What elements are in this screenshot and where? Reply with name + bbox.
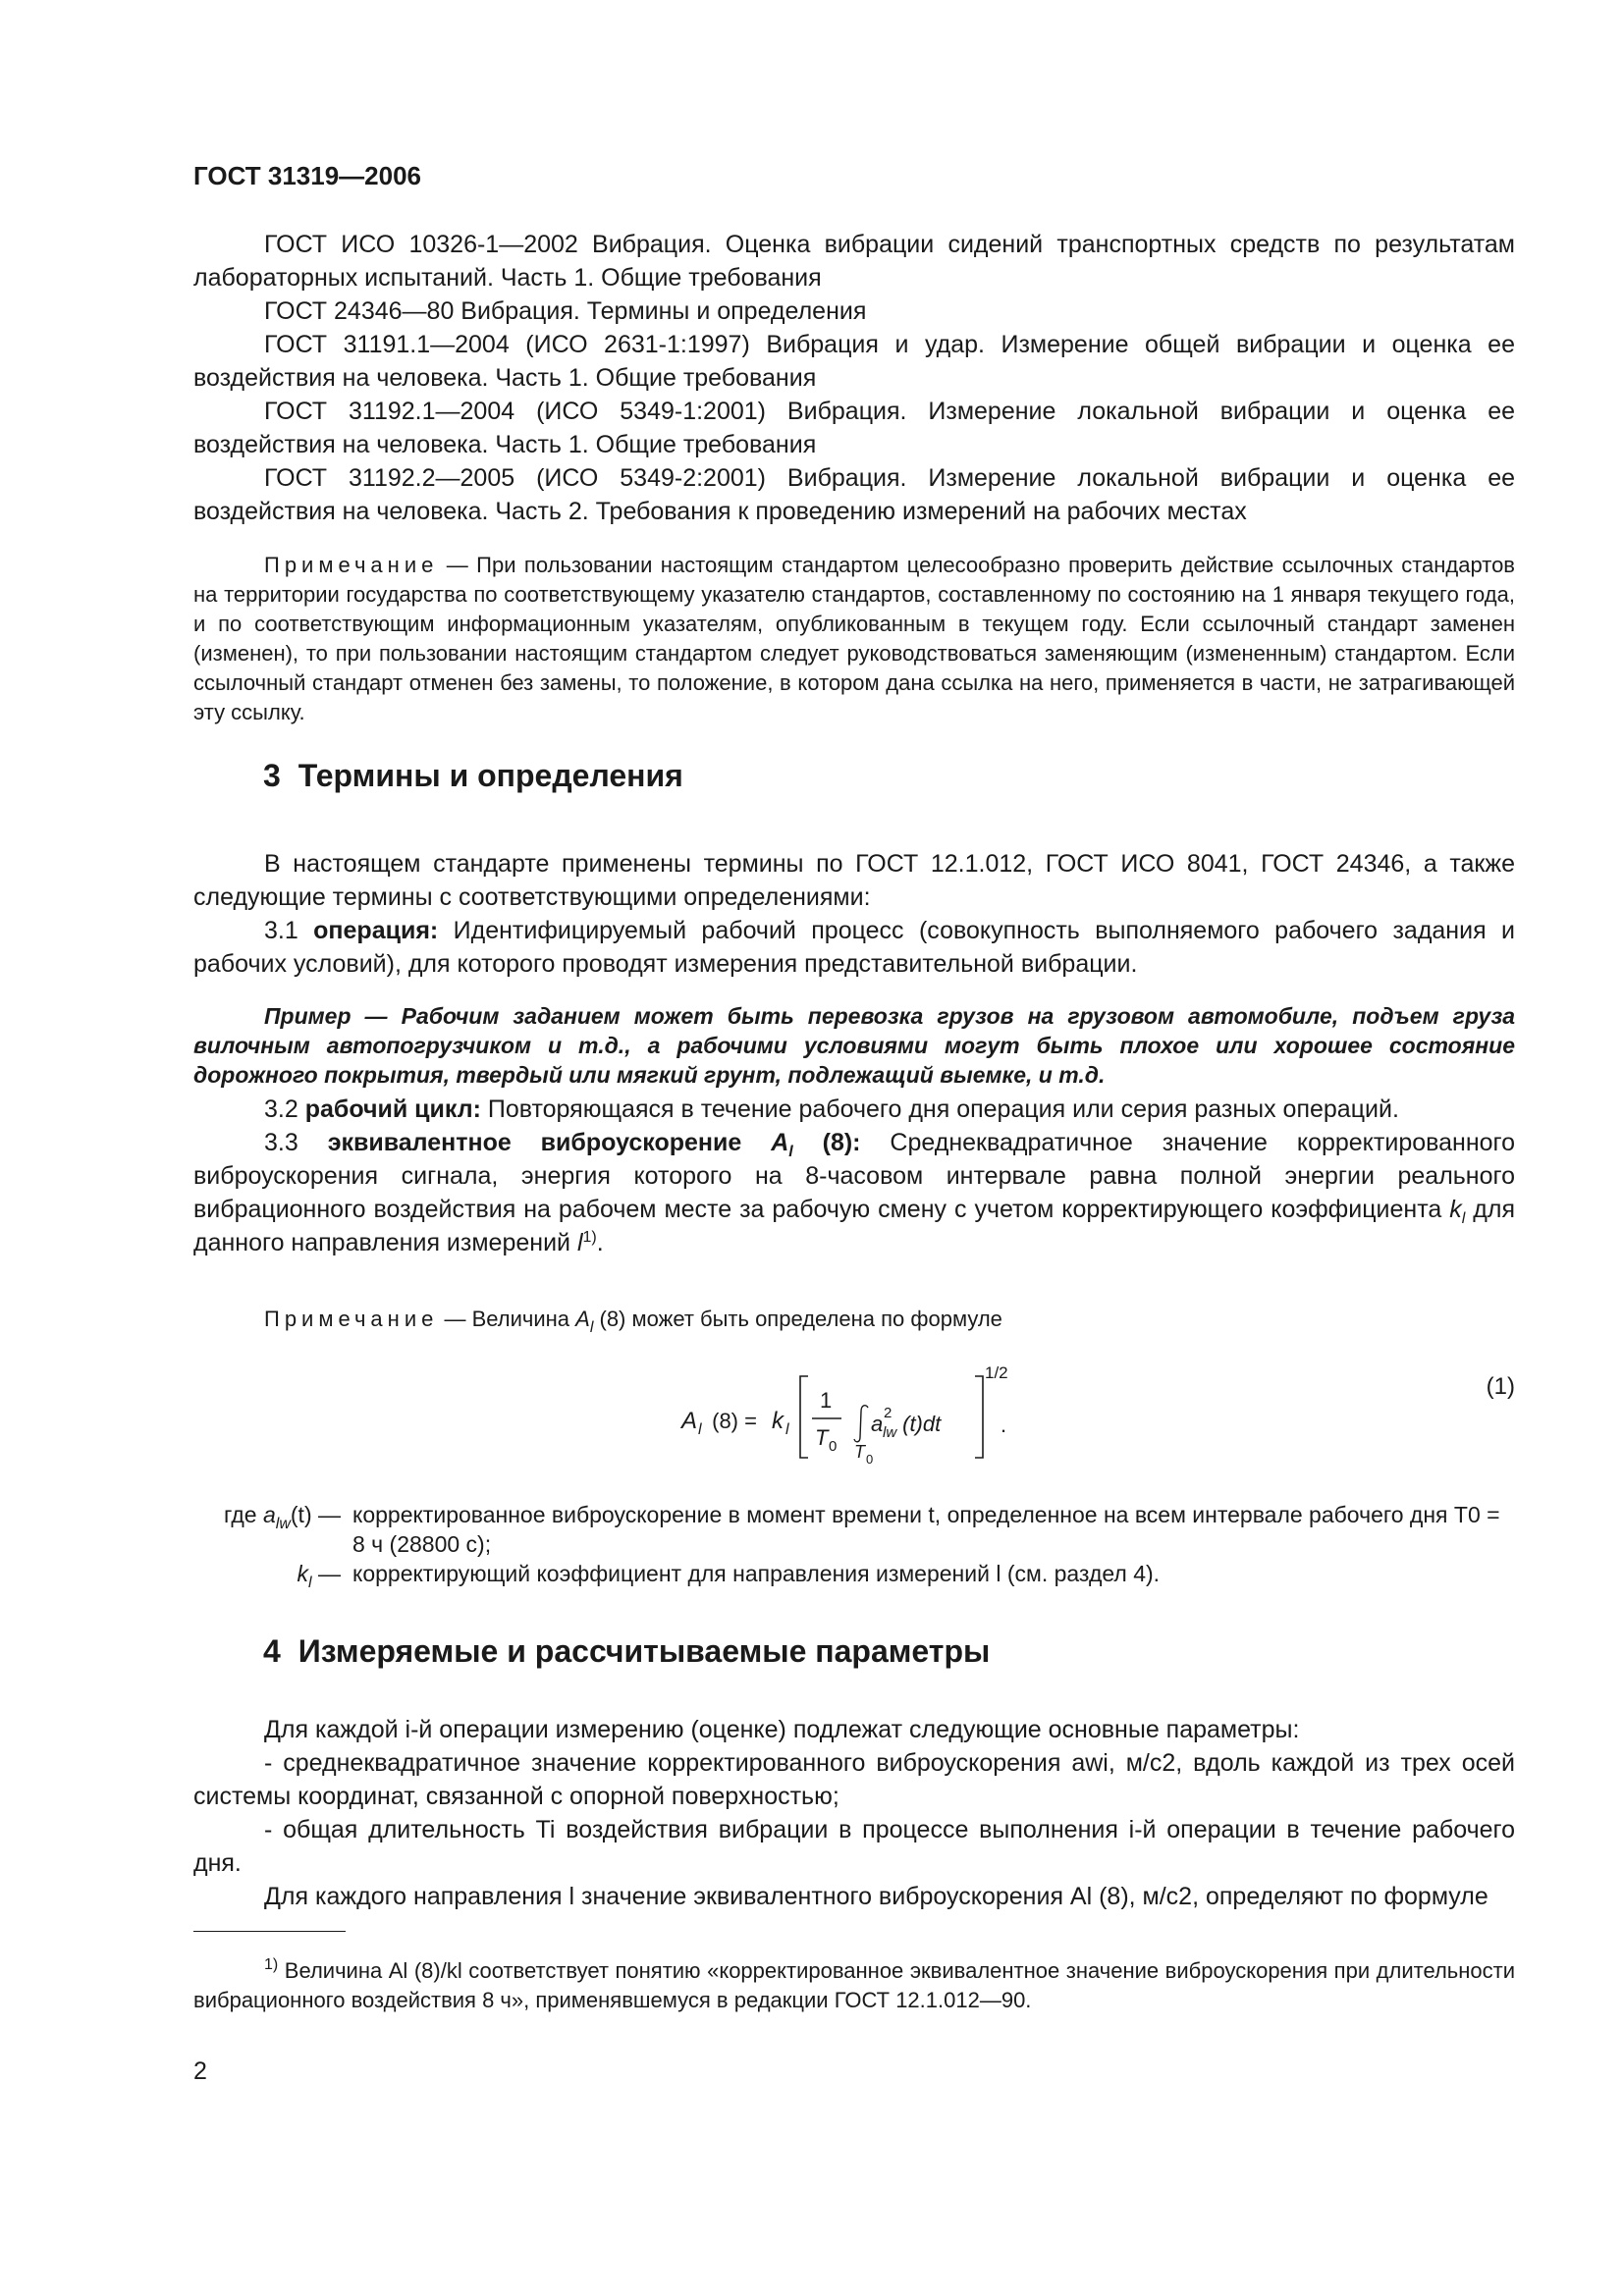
formula-frac-num: 1 [820,1388,833,1413]
formula-frac-den: T [815,1425,829,1450]
reference-item: ГОСТ 31192.2—2005 (ИСО 5349-2:2001) Вибрация. Измерение локальной вибрации и оценка ее воздействия на человека. Часть 2. Требования к проведению измерений на рабочих местах [193,464,1515,525]
footnote-text: Величина Al (8)/kl соответствует понятию «корректированное эквивалентное значение виброускорения при длительности вибрационного воздействия 8 ч», применявшемуся в редакции ГОСТ 12.1.012—90. [193,1958,1515,2012]
formula-left-bracket [800,1376,808,1458]
formula-graphic [193,1362,1273,1470]
formula-dot: . [1001,1413,1007,1437]
formula-right-bracket [975,1376,983,1458]
document-header: ГОСТ 31319—2006 [193,161,421,190]
section-4-p3: - общая длительность Ti воздействия вибрации в процессе выполнения i-й операции в течение рабочего дня. [193,1816,1515,1877]
reference-item: ГОСТ 31192.1—2004 (ИСО 5349-1:2001) Вибрация. Измерение локальной вибрации и оценка ее воздействия на человека. Часть 1. Общие требования [193,398,1515,458]
formula-int-lower-sub: 0 [866,1452,874,1467]
formula-where-list [193,1500,1515,1591]
term-3-3: 3.3 эквивалентное виброускорение $A_l$ (8): Среднеквадратичное значение корректированного виброускорения сигнала, энергия которого на 8-часовом интервале равна полной энергии реального вибрационного воздействия на рабочем месте за рабочую смену с учетом корректирующего коэффициента $k_l$ для данного направления измерений $l^{1)}$. [193,1129,1516,1256]
formula-note: Примечание — Величина $A_l$ (8) может быть определена по формуле [264,1307,1002,1336]
formula-integrand-arg: (t)dt [896,1412,942,1436]
section-3-intro: В настоящем стандарте применены термины по ГОСТ 12.1.012, ГОСТ ИСО 8041, ГОСТ 24346, а также следующие термины с соответствующими определениями: [193,850,1515,911]
where-item: где $a_{lw}(t)$ — корректированное виброускорение в момент времени t, определенное на всем интервале рабочего дня T0 = 8 ч (28800 с); [224,1502,1500,1557]
term-3-1: 3.1 операция: Идентифицируемый рабочий процесс (совокупность выполняемого рабочего задания и рабочих условий), для которого проводят измерения представительной вибрации. [193,917,1515,978]
section-4-body [193,1713,1515,1913]
formula-integrand: a [871,1412,884,1436]
reference-item: ГОСТ 31191.1—2004 (ИСО 2631-1:1997) Вибрация и удар. Измерение общей вибрации и оценка ее воздействия на человека. Часть 1. Общие требования [193,331,1515,392]
section-3-body [193,847,1515,981]
formula-k-sub: l [785,1421,789,1438]
section-3-heading: 3 Термины и определения [263,758,683,793]
example-text: Пример — Рабочим заданием может быть перевозка грузов на грузовом автомобиле, подъем груза вилочным автопогрузчиком и т.д., а рабочими условиями могут быть плохое или хорошее состояние дорожного покрытия, твердый или мягкий грунт, подлежащий выемке, и т.д. [193,1003,1515,1088]
section-4-p2: - среднеквадратичное значение корректированного виброускорения awi, м/с2, вдоль каждой из трех осей системы координат, связанной с опорной поверхностью; [193,1749,1515,1810]
normative-references [193,228,1515,528]
formula-int-lower: T [854,1442,865,1462]
formula-1 [193,1362,1515,1470]
formula-lhs-sub: l [698,1421,702,1438]
footnote-mark: 1) [264,1956,279,1973]
terms-3-2-3-3 [193,1093,1515,1259]
note-text: — При пользовании настоящим стандартом целесообразно проверить действие ссылочных стандартов на территории государства по соответствующему указателю стандартов, составленному по состоянию на 1 января текущего года, и по соответствующим информационным указателям, опубликованным в текущем году. Если ссылочный стандарт заменен (изменен), то при пользовании настоящим стандартом следует руководствоваться заменяющим (измененным) стандартом. Если ссылочный стандарт отменен без замены, то положение, в котором дана ссылка на него, применяется в части, не затрагивающей эту ссылку. [193,553,1515,724]
formula-number: (1) [1486,1373,1515,1400]
footnote [193,1956,1515,2015]
section-4-p4: Для каждого направления l значение эквивалентного виброускорения Al (8), м/с2, определяют по формуле [264,1883,1488,1910]
formula-integrand-sup: 2 [884,1405,893,1421]
page-number: 2 [193,2057,207,2085]
example-block [193,1001,1515,1090]
formula-lhs-arg: (8) = [706,1409,764,1433]
section-4-p1: Для каждой i-й операции измерению (оценке) подлежат следующие основные параметры: [264,1716,1300,1743]
formula-k: k [772,1408,784,1434]
where-item: $k_l$ — корректирующий коэффициент для направления измерений l (см. раздел 4). [297,1561,1161,1591]
formula-frac-den-sub: 0 [829,1438,838,1455]
footnote-rule [193,1931,346,1932]
formula-power: 1/2 [985,1363,1008,1382]
term-3-2: 3.2 рабочий цикл: Повторяющаяся в течение рабочего дня операция или серия разных операций. [264,1095,1399,1123]
note-label: Примечание [264,553,439,577]
reference-item: ГОСТ 24346—80 Вибрация. Термины и определения [264,297,867,325]
formula-integral-sign [854,1406,868,1442]
formula-integrand-sub: lw [883,1424,897,1441]
section-4-heading: 4 Измеряемые и рассчитываемые параметры [263,1633,991,1669]
formula-lhs: A [681,1408,698,1434]
reference-item: ГОСТ ИСО 10326-1—2002 Вибрация. Оценка вибрации сидений транспортных средств по результатам лабораторных испытаний. Часть 1. Общие требования [193,231,1515,292]
references-note [193,551,1515,727]
